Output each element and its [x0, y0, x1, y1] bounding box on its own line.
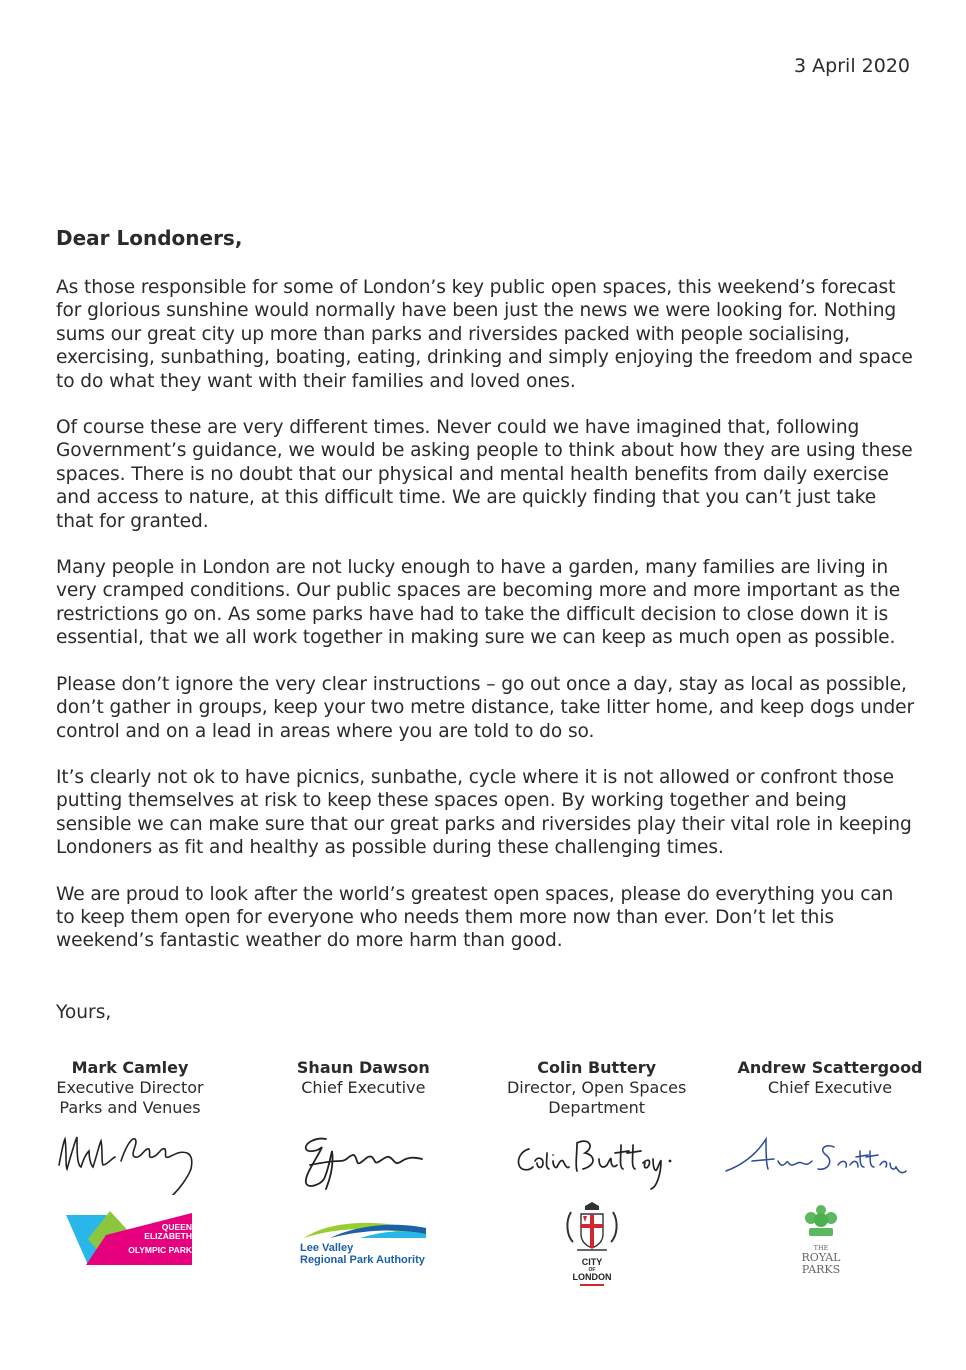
- royal-parks-logo: [793, 1204, 849, 1276]
- paragraph: It’s clearly not ok to have picnics, sunbathe, cycle where it is not allowed or confront those putting themselves at risk to keep these spaces open. By working together and being sensible we can make sure that our great parks and riversides play their vital role in keeping Londoners as fit and healthy as possible during these challenging times.: [56, 766, 912, 859]
- paragraph: Many people in London are not lucky enough to have a garden, many families are living in very cramped conditions. Our public spaces are becoming more and more important as the restrictions go on. As some parks have had to take the difficult decision to close down it is essential, that we all work together in making sure we can keep as much open as possible.: [56, 557, 901, 649]
- signatory-role: Chief Executive: [767, 1078, 893, 1097]
- lee-valley-text: Regional Park Authority: [300, 1254, 425, 1266]
- signature-scattergood: [722, 1125, 912, 1195]
- paragraph: Please don’t ignore the very clear instructions – go out once a day, stay as local as possible, don’t gather in groups, keep your two metre distance, take litter home, and keep dogs under control and on a lead in areas where you are told to do so.: [56, 673, 915, 742]
- qeop-logo: [66, 1205, 194, 1271]
- salutation: Dear Londoners,: [56, 226, 243, 250]
- qeop-text: QUEEN: [161, 1222, 192, 1232]
- signatory-name: Colin Buttery: [537, 1058, 657, 1077]
- city-of-london-logo: [562, 1202, 622, 1286]
- signatory-name: Andrew Scattergood: [737, 1058, 923, 1077]
- qeop-text: ELIZABETH: [144, 1231, 192, 1241]
- closing: Yours,: [56, 1002, 112, 1023]
- paragraph: Of course these are very different times. Never could we have imagined that, following Government’s guidance, we would be asking people to think about how they are using these spaces. There is no doubt that our physical and mental health benefits from daily exercise and access to nature, at this difficult time. We are quickly finding that you can’t just take that for granted.: [56, 417, 913, 532]
- lee-valley-text: Lee Valley: [300, 1242, 354, 1254]
- signatory-scattergood: [720, 1058, 940, 1118]
- signatory-name: Mark Camley: [71, 1058, 189, 1077]
- signatory-camley: [20, 1058, 240, 1118]
- letter-body: [56, 276, 916, 976]
- city-of-london-underline: [580, 1284, 604, 1286]
- signatory-role: Executive Director: [56, 1078, 204, 1097]
- signatory-role: Parks and Venues: [59, 1098, 201, 1117]
- royal-parks-crown: [801, 1204, 841, 1240]
- lee-valley-graphic: [300, 1218, 430, 1240]
- letter-date: 3 April 2020: [794, 55, 910, 77]
- city-of-london-text: LONDON: [572, 1272, 612, 1282]
- signature-camley: [55, 1125, 200, 1195]
- lee-valley-logo: [300, 1218, 430, 1266]
- city-of-london-crest: [563, 1202, 621, 1254]
- signatory-name: Shaun Dawson: [296, 1058, 430, 1077]
- signatory-dawson: [253, 1058, 473, 1118]
- royal-parks-text: PARKS: [801, 1263, 841, 1276]
- signatory-role: Chief Executive: [301, 1078, 426, 1097]
- royal-parks-text: THE: [813, 1244, 829, 1252]
- signatory-role: Director, Open Spaces: [506, 1078, 687, 1097]
- city-of-london-text: CITY: [581, 1257, 603, 1267]
- qeop-text: OLYMPIC PARK: [128, 1245, 192, 1255]
- royal-parks-text: ROYAL: [801, 1251, 841, 1264]
- city-of-london-text: OF: [588, 1267, 596, 1273]
- paragraph: As those responsible for some of London’s key public open spaces, this weekend’s forecast for glorious sunshine would normally have been just the news we were looking for. Nothing sums our great city up more than parks and riversides packed with people socialising, exercising, sunbathing, boating, eating, drinking and simply enjoying the freedom and space to do what they want with their families and loved ones.: [56, 277, 913, 392]
- signature-dawson: [296, 1125, 436, 1195]
- signature-buttery: [515, 1125, 675, 1195]
- signatory-buttery: [487, 1058, 707, 1118]
- paragraph: We are proud to look after the world’s greatest open spaces, please do everything you can to keep them open for everyone who needs them more now than ever. Don’t let this weekend’s fantastic weather do more harm than good.: [56, 883, 894, 952]
- signatories: [20, 1058, 940, 1118]
- signatory-role: Department: [548, 1098, 646, 1117]
